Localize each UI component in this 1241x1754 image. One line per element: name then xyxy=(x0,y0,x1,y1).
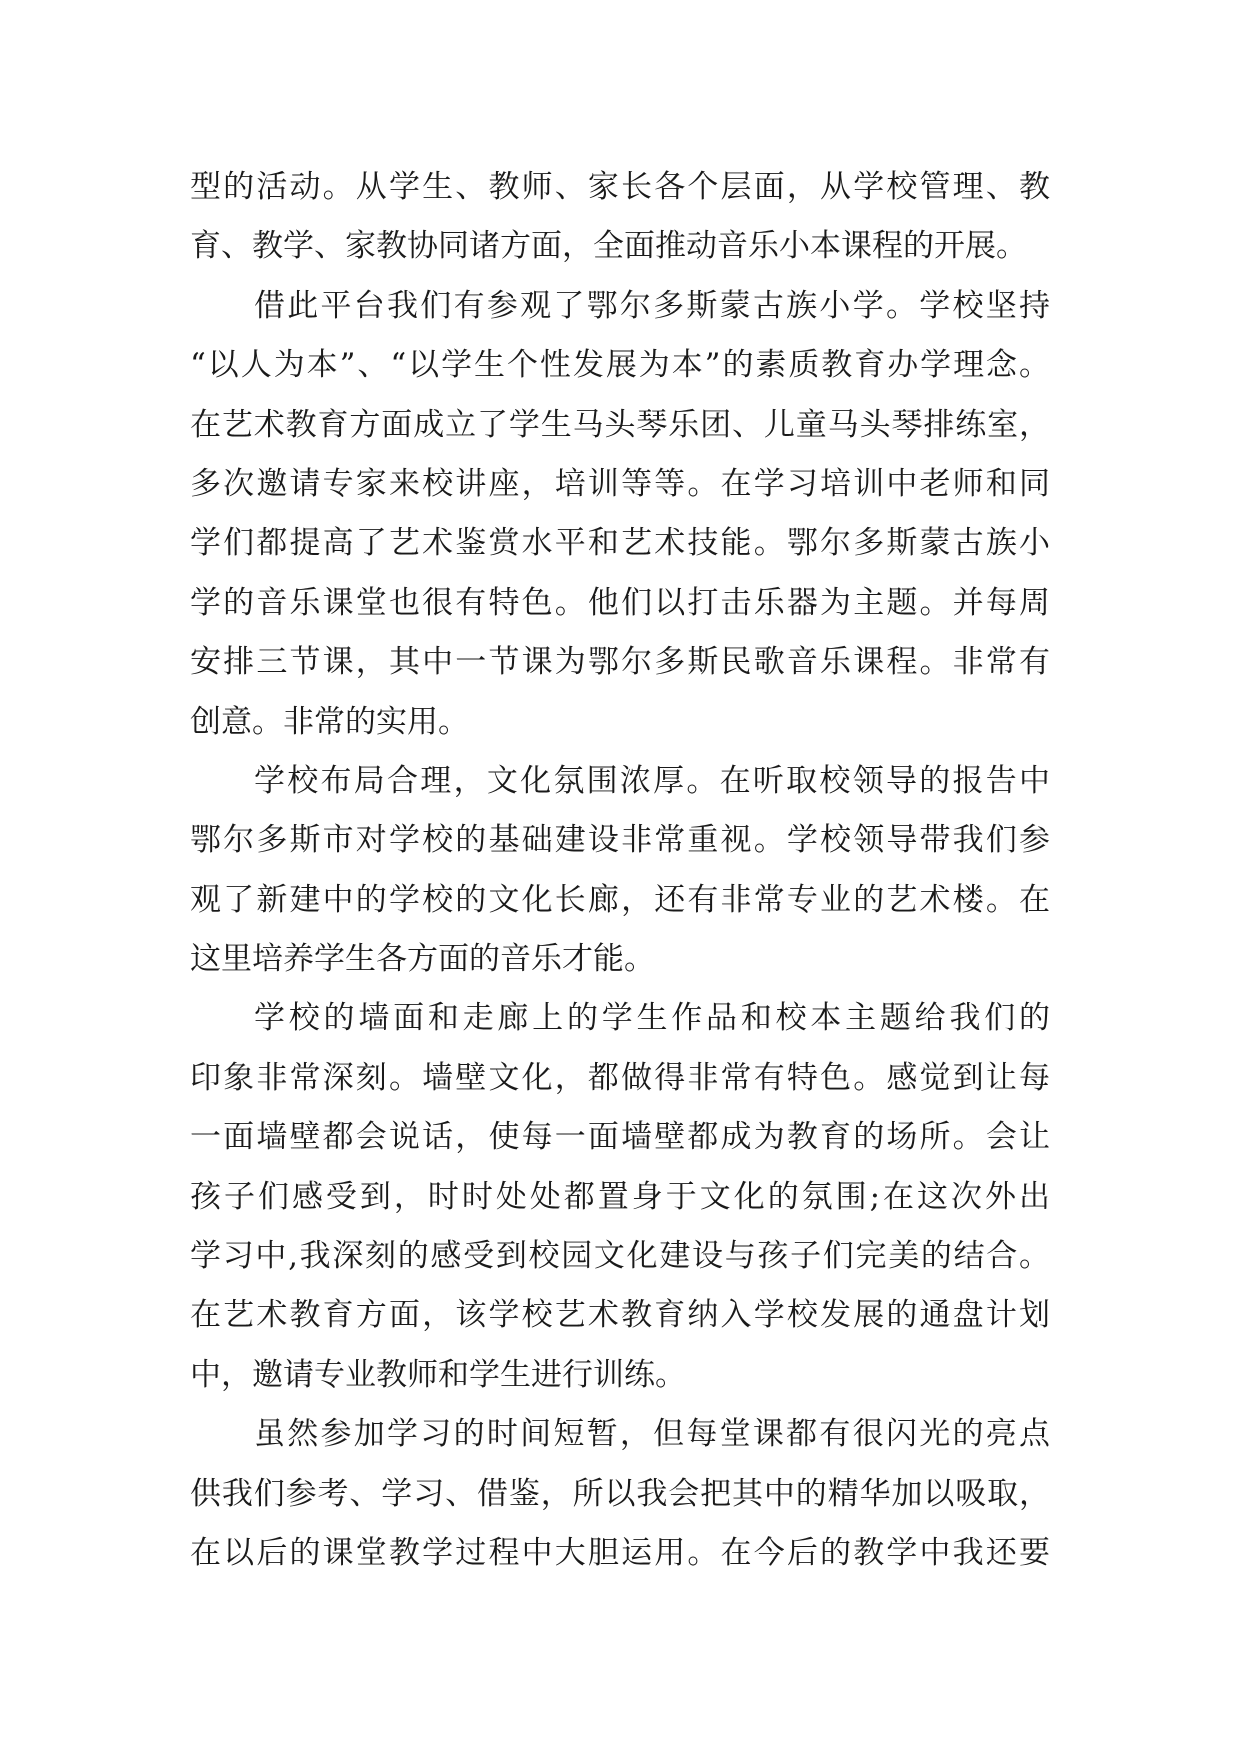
text-line: 学的音乐课堂也很有特色。他们以打击乐器为主题。并每周 xyxy=(190,584,1050,621)
paragraph-start-line: 虽然参加学习的时间短暂，但每堂课都有很闪光的亮点 xyxy=(254,1416,1050,1453)
paragraph-start-line: 学校布局合理，文化氛围浓厚。在听取校领导的报告中 xyxy=(254,762,1050,799)
text-line: 一面墙壁都会说话，使每一面墙壁都成为教育的场所。会让 xyxy=(190,1119,1050,1156)
text-line: 鄂尔多斯市对学校的基础建设非常重视。学校领导带我们参 xyxy=(190,822,1050,859)
text-line: 安排三节课，其中一节课为鄂尔多斯民歌音乐课程。非常有 xyxy=(190,644,1050,681)
paragraph-start-line: 借此平台我们有参观了鄂尔多斯蒙古族小学。学校坚持 xyxy=(254,287,1050,324)
text-line: 育、教学、家教协同诸方面，全面推动音乐小本课程的开展。 xyxy=(190,228,1027,265)
text-line: 学们都提高了艺术鉴赏水平和艺术技能。鄂尔多斯蒙古族小 xyxy=(190,525,1050,562)
text-line: 这里培养学生各方面的音乐才能。 xyxy=(190,941,655,978)
text-line: 在以后的课堂教学过程中大胆运用。在今后的教学中我还要 xyxy=(190,1534,1050,1571)
text-line: 型的活动。从学生、教师、家长各个层面，从学校管理、教 xyxy=(190,169,1050,205)
paragraph-start-line: 学校的墙面和走廊上的学生作品和校本主题给我们的 xyxy=(254,1000,1050,1037)
text-line: 孩子们感受到，时时处处都置身于文化的氛围;在这次外出 xyxy=(190,1178,1050,1215)
text-line: 在艺术教育方面，该学校艺术教育纳入学校发展的通盘计划 xyxy=(190,1297,1050,1334)
text-line: 多次邀请专家来校讲座，培训等等。在学习培训中老师和同 xyxy=(190,465,1050,502)
text-line: 创意。非常的实用。 xyxy=(190,703,469,740)
text-line: 观了新建中的学校的文化长廊，还有非常专业的艺术楼。在 xyxy=(190,881,1050,918)
text-line: 学习中,我深刻的感受到校园文化建设与孩子们完美的结合。 xyxy=(190,1238,1050,1275)
text-line: 印象非常深刻。墙壁文化，都做得非常有特色。感觉到让每 xyxy=(190,1059,1050,1096)
text-line: 在艺术教育方面成立了学生马头琴乐团、儿童马头琴排练室， xyxy=(190,406,1050,443)
text-line: “以人为本”、“以学生个性发展为本”的素质教育办学理念。 xyxy=(190,347,1050,384)
body-text xyxy=(190,158,1050,1583)
text-line: 中，邀请专业教师和学生进行训练。 xyxy=(190,1356,686,1393)
text-line: 供我们参考、学习、借鉴，所以我会把其中的精华加以吸取， xyxy=(190,1475,1050,1512)
